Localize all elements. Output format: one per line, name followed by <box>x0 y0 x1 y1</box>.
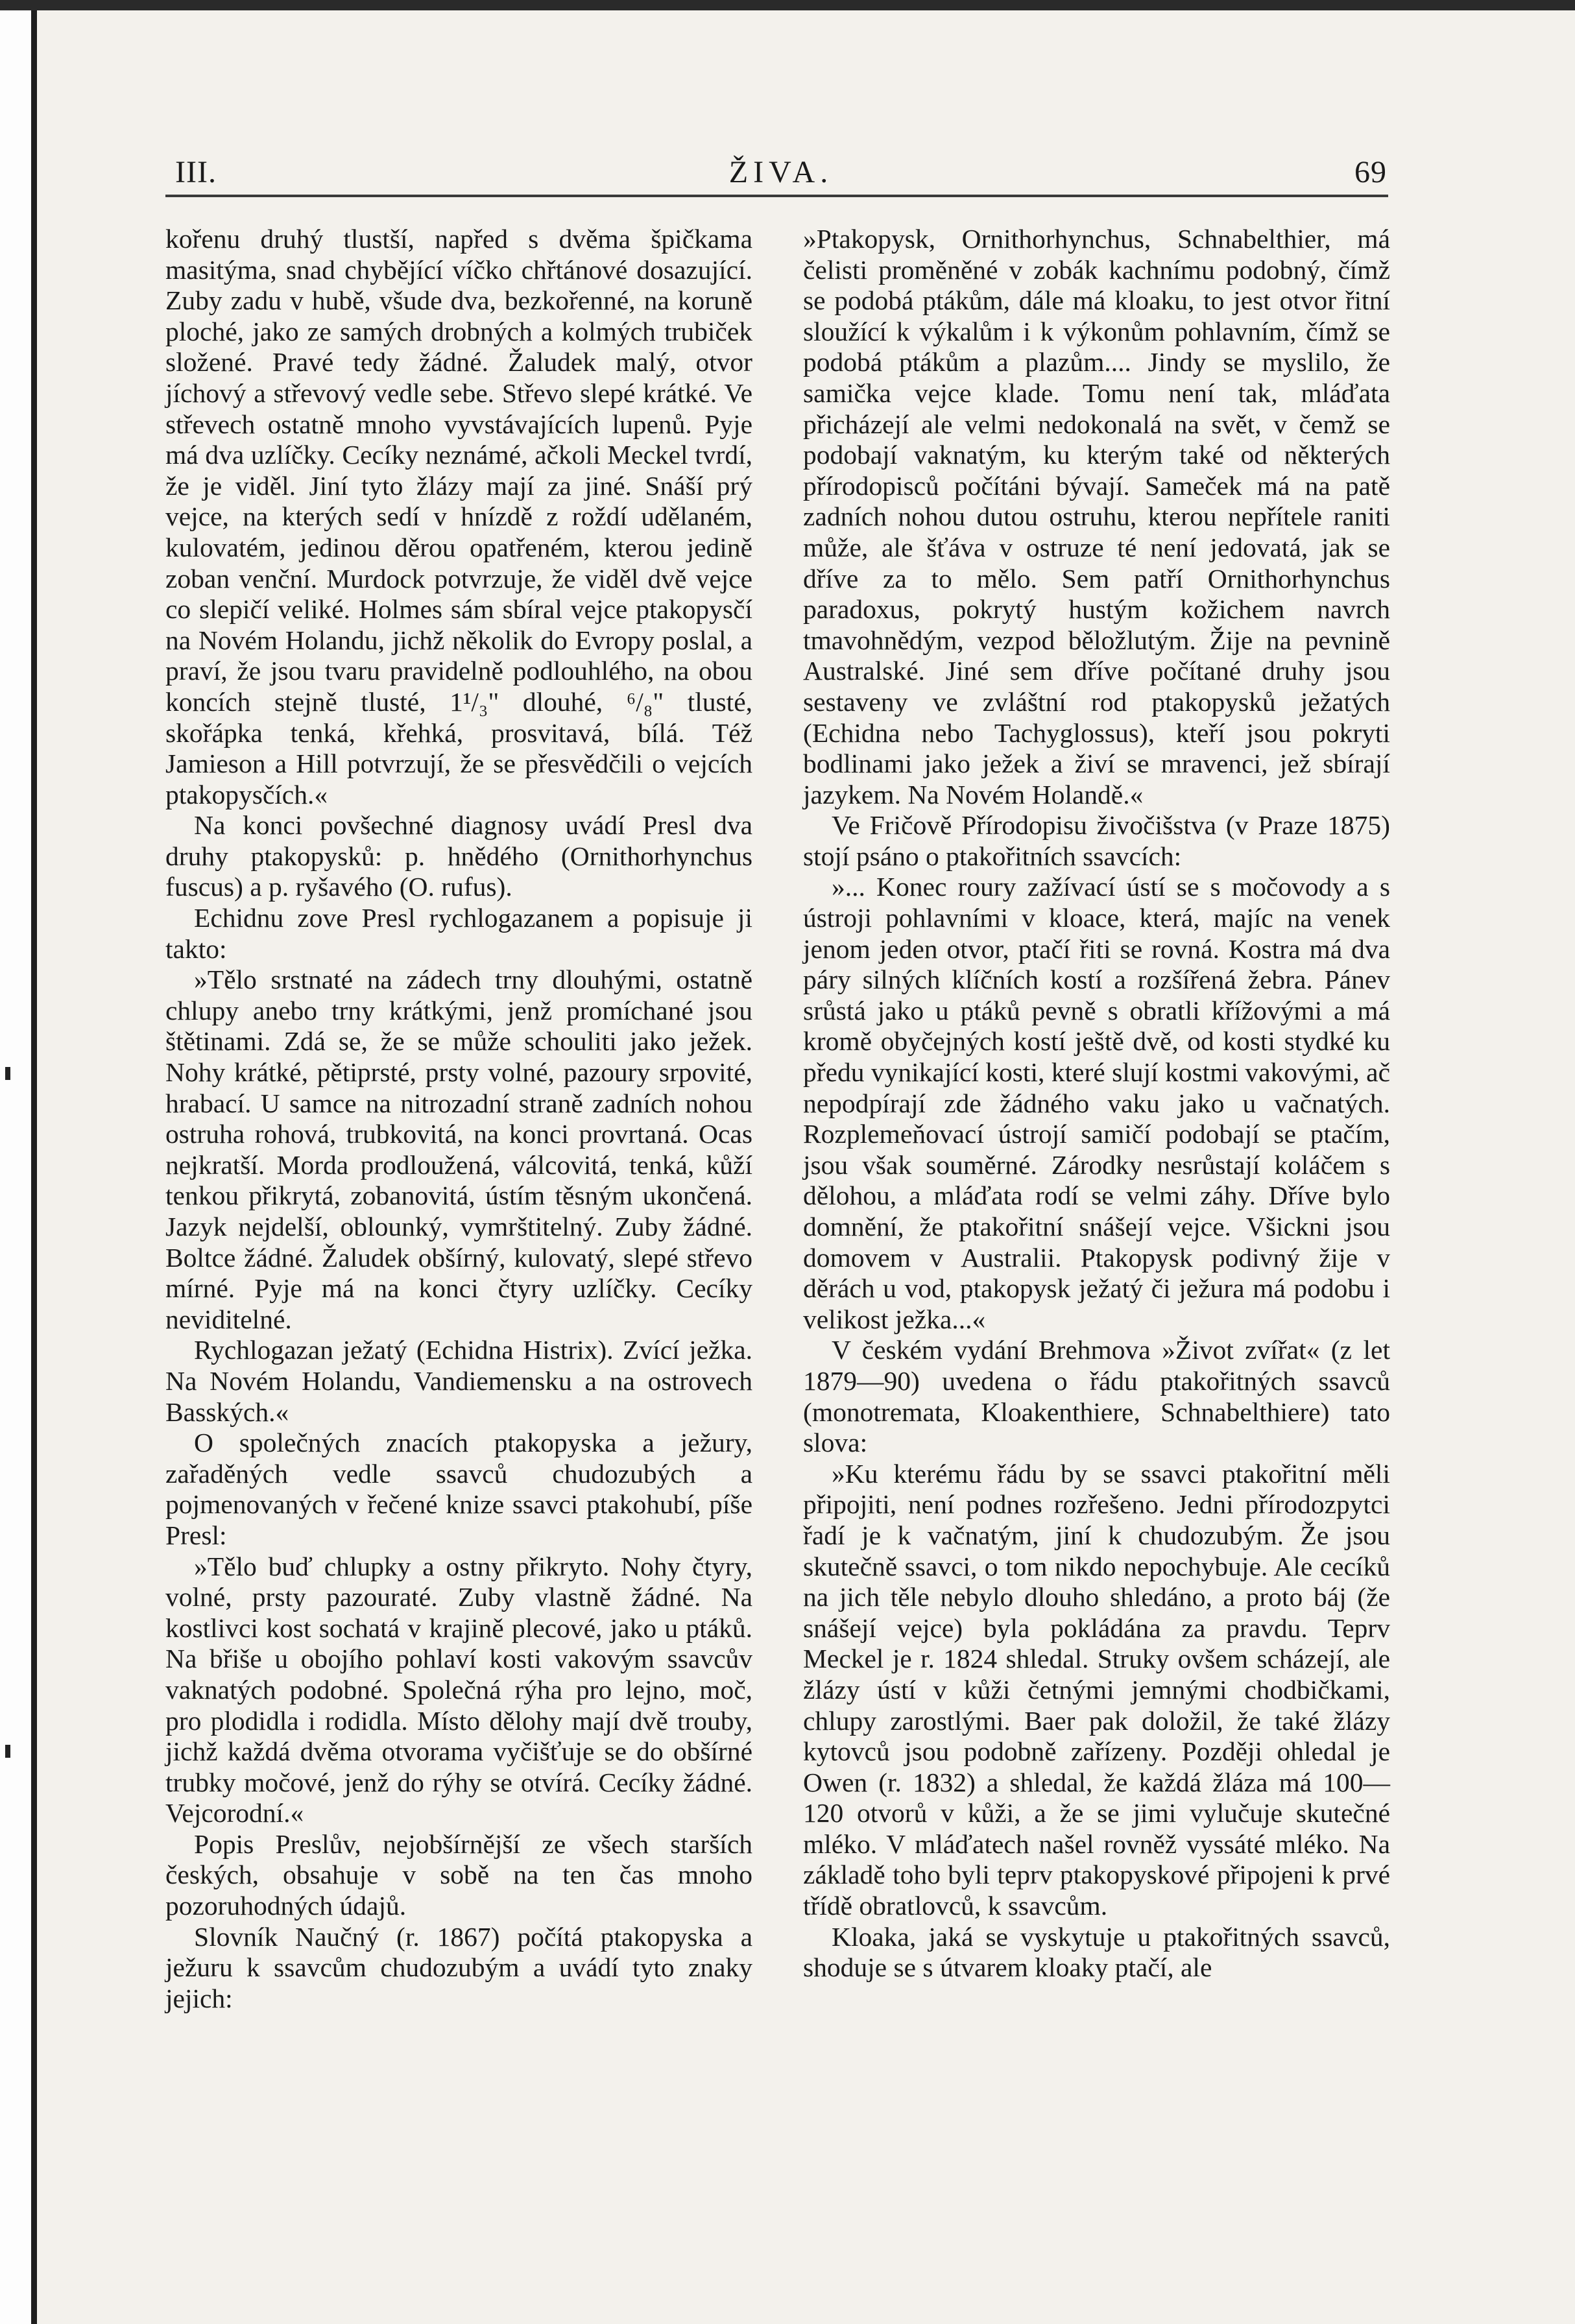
paragraph: V českém vydání Brehmova »Život zvířat« (z let 1879—90) uvedena o řádu ptakořitných ssavců (monotremata, Kloakenthiere, Schnabelthiere) tato slova: <box>803 1335 1390 1458</box>
scan-top-edge <box>0 0 1575 10</box>
margin-mark <box>5 1745 10 1758</box>
paragraph: »... Konec roury zažívací ústí se s močovody a s ústroji pohlavními v kloace, která, majíc na venek jenom jeden otvor, ptačí řiti se rovná. Kostra má dva páry silných klíčních kostí a rozšířená žebra. Pánev srůstá jako u ptáků pevně s obratli křížovými a má kromě obyčejných kostí ještě dvě, od kosti stydké ku předu vynikající kosti, které slují kostmi vakovými, ač nepodpírají zde žádného vaku jako u vačnatých. Rozplemeňovací ústrojí samičí podobají se ptačím, jsou však souměrné. Zárodky nesrůstají koláčem s dělohou, a mláďata rodí se velmi záhy. Dříve bylo domnění, že ptakořitní snášejí vejce. Všickni jsou domovem v Australii. Ptakopysk podivný žije v děrách u vod, ptakopysk ježatý či ježura má podobu i velikost ježka...« <box>803 872 1390 1334</box>
paragraph: Echidnu zove Presl rychlogazanem a popisuje ji takto: <box>165 903 752 964</box>
paragraph: Rychlogazan ježatý (Echidna Histrix). Zvící ježka. Na Novém Holandu, Vandiemensku a na ostrovech Basských.« <box>165 1335 752 1427</box>
paragraph: kořenu druhý tlustší, napřed s dvěma špičkama masitýma, snad chybějící víčko chřtánové dosazující. Zuby zadu v hubě, všude dva, bezkořenné, na koruně ploché, jako ze samých drobných a kolmých trubiček složené. Pravé tedy žádné. Žaludek malý, otvor jíchový a střevový vedle sebe. Střevo slepé krátké. Ve střevech ostatně mnoho vyvstávajících lupenů. Pyje má dva uzlíčky. Cecíky neznámé, ačkoli Meckel tvrdí, že je viděl. Jiní tyto žlázy mají za jiné. Snáší prý vejce, na kterých sedí v hnízdě z roždí udělaném, kulovatém, jedinou děrou opatřeném, kterou jedině zoban venční. Murdock potvrzuje, že viděl dvě vejce co slepičí veliké. Holmes sám sbíral vejce ptakopysčí na Novém Holandu, jichž několik do Evropy poslal, a praví, že jsou tvaru pravidelně podlouhlého, na obou koncích stejně tlusté, 1¹/₃" dlouhé, ⁶/₈" tlusté, skořápka tenká, křehká, prosvitavá, bílá. Též Jamieson a Hill potvrzují, že se přesvědčili o vejcích ptakopysčích.« <box>165 224 752 809</box>
margin-mark <box>5 1067 10 1080</box>
right-column <box>803 224 1390 1983</box>
paragraph: »Tělo buď chlupky a ostny přikryto. Nohy čtyry, volné, prsty pazouraté. Zuby vlastně žádné. Na kostlivci kost sochatá v krajině plecové, jako u ptáků. Na břiše u obojího pohlaví kosti vakovým ssavcův vaknatých podobné. Společná rýha pro lejno, moč, pro plodidla i rodidla. Místo dělohy mají dvě trouby, jichž každá dvěma otvorama vyčišťuje se do obšírné trubky močové, jenž do rýhy se otvírá. Cecíky žádné. Vejcorodní.« <box>165 1551 752 1828</box>
scan-margin <box>0 10 31 2324</box>
running-header <box>175 154 1387 193</box>
paragraph: Ve Fričově Přírodopisu živočišstva (v Praze 1875) stojí psáno o ptakořitních ssavcích: <box>803 810 1390 871</box>
paragraph: Kloaka, jaká se vyskytuje u ptakořitných ssavců, shoduje se s útvarem kloaky ptačí, ale <box>803 1921 1390 1983</box>
paragraph: O společných znacích ptakopyska a ježury, zařaděných vedle ssavců chudozubých a pojmenovaných v řečené knize ssavci ptakohubí, píše Presl: <box>165 1428 752 1550</box>
paragraph: Na konci povšechné diagnosy uvádí Presl dva druhy ptakopysků: p. hnědého (Ornithorhynchus fuscus) a p. ryšavého (O. rufus). <box>165 810 752 902</box>
volume-label: III. <box>175 155 217 189</box>
page-number: 69 <box>1354 155 1387 189</box>
paragraph: »Ptakopysk, Ornithorhynchus, Schnabelthier, má čelisti proměněné v zobák kachnímu podobný, čímž se podobá ptákům, dále má kloaku, to jest otvor řitní sloužící k výkalům i k výkonům pohlavním, čímž se podobá ptákům a plazům.... Jindy se myslilo, že samička vejce klade. Tomu není tak, mláďata přicházejí ale velmi nedokonalá na svět, v čemž se podobají vaknatým, ku kterým také od některých přírodopisců počítáni bývají. Sameček má na patě zadních nohou dutou ostruhu, kterou nepřítele raniti může, ale šťáva v ostruze té není jedovatá, jak se dříve za to mělo. Sem patří Ornithorhynchus paradoxus, pokrytý hustým kožichem navrch tmavohnědým, vezpod běložlutým. Žije na pevnině Australské. Jiné sem dříve počítané druhy jsou sestaveny ve zvláštní rod ptakopysků ježatých (Echidna nebo Tachyglossus), kteří jsou pokryti bodlinami jako ježek a živí se mravenci, jež sbírají jazykem. Na Novém Holandě.« <box>803 224 1390 809</box>
header-rule <box>165 195 1388 197</box>
scan-left-edge <box>31 10 37 2324</box>
paragraph: Popis Preslův, nejobšírnější ze všech starších českých, obsahuje v sobě na ten čas mnoho pozoruhodných údajů. <box>165 1828 752 1921</box>
journal-title: ŽIVA. <box>728 155 834 189</box>
paragraph: »Ku kterému řádu by se ssavci ptakořitní měli připojiti, není podnes rozřešeno. Jedni přírodozpytci řadí je k vačnatým, jiní k chudozubým. Že jsou skutečně ssavci, o tom nikdo nepochybuje. Ale cecíků na jich těle nebylo dlouho shledáno, a proto báj (že snášejí vejce) byla pokládána za pravdu. Teprv Meckel je r. 1824 shledal. Struky ovšem scházejí, ale žlázy ústí v kůži četnými jemnými chodbičkami, chlupy zarostlými. Baer pak doložil, že také žlázy kytovců jsou podobně zařízeny. Později ohledal je Owen (r. 1832) a shledal, že každá žláza má 100—120 otvorů v kůži, a že se jimi vylučuje skutečné mléko. V mláďatech našel rovněž vyssáté mléko. Na základě toho byli teprv ptakopyskové připojeni k prvé třídě obratlovců, k ssavcům. <box>803 1458 1390 1921</box>
paragraph: Slovník Naučný (r. 1867) počítá ptakopyska a ježuru k ssavcům chudozubým a uvádí tyto znaky jejich: <box>165 1921 752 2013</box>
paragraph: »Tělo srstnaté na zádech trny dlouhými, ostatně chlupy anebo trny krátkými, jenž promíchané jsou štětinami. Zdá se, že se může schouliti jako ježek. Nohy krátké, pětiprsté, prsty volné, pazoury srpovité, hrabací. U samce na nitrozadní straně zadních nohou ostruha rohová, trubkovitá, na konci provrtaná. Ocas nejkratší. Morda prodloužená, válcovitá, tenká, kůží tenkou přikrytá, zobanovitá, ústím těsným ukončená. Jazyk nejdelší, oblounký, vymrštitelný. Zuby žádné. Boltce žádné. Žaludek obšírný, kulovatý, slepé střevo mírné. Pyje má na konci čtyry uzlíčky. Cecíky neviditelné. <box>165 964 752 1334</box>
left-column <box>165 224 752 2014</box>
